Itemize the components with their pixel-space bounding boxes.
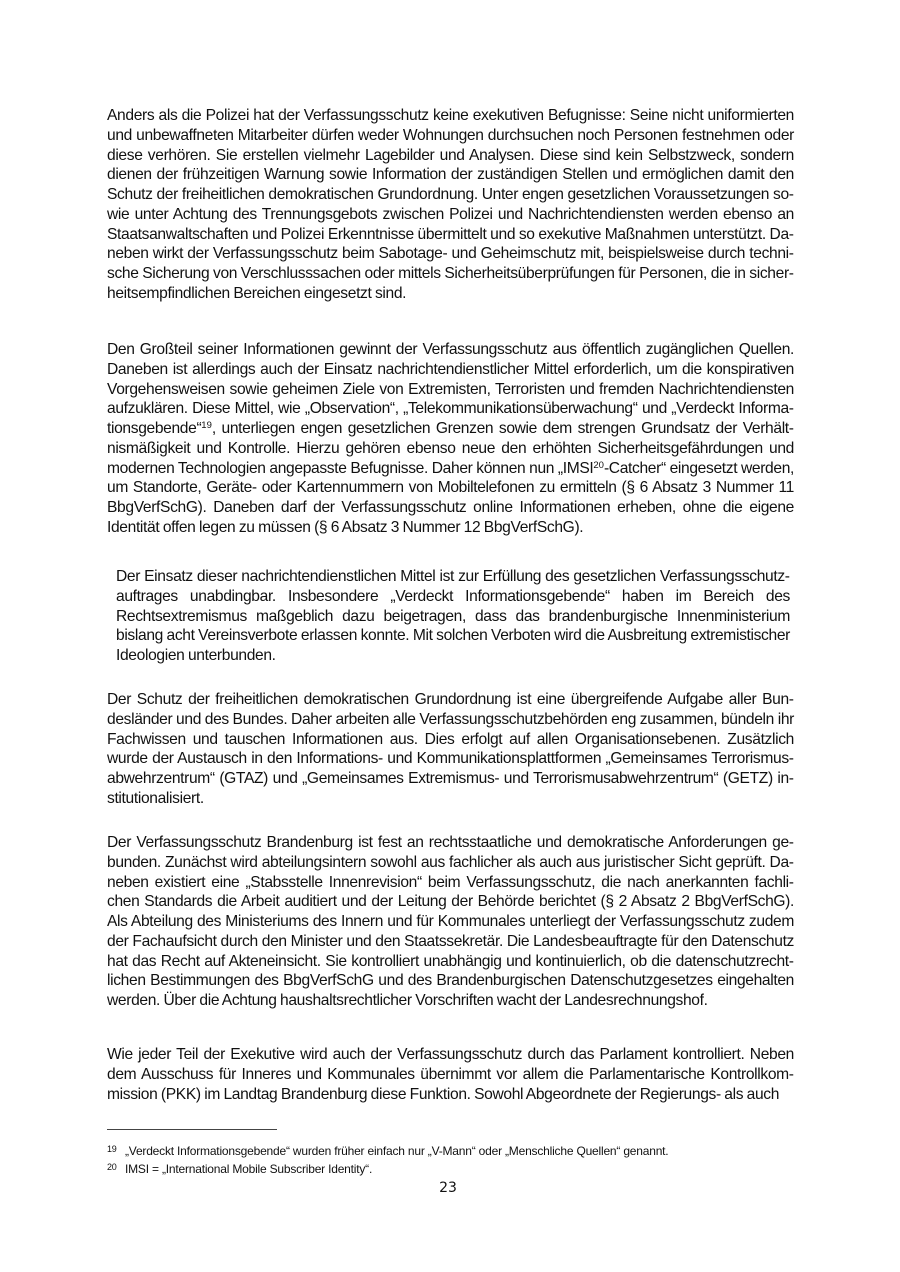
body-paragraph-1: Anders als die Polizei hat der Verfassungsschutz keine exekutiven Befugnisse: Seine nicht uniformierten und unbewaffneten Mitarbeiter dürfen weder Wohnungen durchsuchen noch Personen festnehmen oder diese verhören. Sie erstellen vielmehr Lagebilder und Analysen. Diese sind kein Selbstzweck, sondern dienen der frühzeitigen Warnung sowie Information der zuständigen Stellen und ermöglichen damit den Schutz der freiheitlichen demokratischen Grundordnung. Unter engen gesetzlichen Voraussetzungen sowie unter Achtung des Trennungsgebots zwischen Polizei und Nachrichtendiensten werden ebenso an Staatsanwaltschaften und Polizei Erkenntnisse übermittelt und so exekutive Maßnahmen unterstützt. Daneben wirkt der Verfassungsschutz beim Sabotage- und Geheimschutz mit, beispielsweise durch technische Sicherung von Verschlusssachen oder mittels Sicherheitsüberprüfungen für Personen, die in sicherheitsempfindlichen Bereichen eingesetzt sind.: [107, 107, 794, 302]
body-paragraph-2: [107, 340, 794, 538]
footnote-20: [107, 1160, 807, 1177]
paragraph-2-text-part-1: Den Großteil seiner Informationen gewinnt der Verfassungsschutz aus öffentlich zugänglichen Quellen. Daneben ist allerdings auch der Einsatz nachrichtendienstlicher Mittel erforderlich, um die konspirativen Vorgehensweisen sowie geheimen Ziele von Extremisten, Terroristen und fremden Nachrichtendiensten aufzuklären. Diese Mittel, wie „Observation“, „Telekommunikationsüberwachung“ und „Verdeckt Informationsgebende“: [107, 341, 794, 437]
body-paragraph-5: Der Verfassungsschutz Brandenburg ist fest an rechtsstaatliche und demokratische Anforderungen gebunden. Zunächst wird abteilungsintern sowohl aus fachlicher als auch aus juristischer Sicht geprüft. Daneben existiert eine „Stabsstelle Innenrevision“ beim Verfassungsschutz, die nach anerkannten fachlichen Standards die Arbeit auditiert und der Leitung der Behörde berichtet (§ 2 Absatz 2 BbgVerfSchG). Als Abteilung des Ministeriums des Innern und für Kommunales unterliegt der Verfassungsschutz zudem der Fachaufsicht durch den Minister und den Staatssekretär. Die Landesbeauftragte für den Datenschutz hat das Recht auf Akteneinsicht. Sie kontrolliert unabhängig und kontinuierlich, ob die datenschutzrechtlichen Bestimmungen des BbgVerfSchG und des Brandenburgischen Datenschutzgesetzes eingehalten werden. Über die Achtung haushaltsrechtlicher Vorschriften wacht der Landesrechnungshof.: [107, 834, 794, 1009]
body-paragraph-6: Wie jeder Teil der Exekutive wird auch der Verfassungsschutz durch das Parlament kontrolliert. Neben dem Ausschuss für Inneres und Kommunales übernimmt vor allem die Parlamentarische Kontrollkommission (PKK) im Landtag Brandenburg diese Funktion. Sowohl Abgeordnete der Regierungs- als auch: [107, 1046, 794, 1103]
page-number: 23: [439, 1180, 457, 1196]
footnote-text: IMSI = „International Mobile Subscriber Identity“.: [125, 1162, 373, 1176]
footnote-number: 20: [107, 1162, 117, 1172]
body-paragraph-3: Der Einsatz dieser nachrichtendienstlichen Mittel ist zur Erfüllung des gesetzlichen Verfassungsschutzauftrages unabdingbar. Insbesondere „Verdeckt Informationsgebende“ haben im Bereich des Rechtsextremismus maßgeblich dazu beigetragen, dass das brandenburgische Innenministerium bislang acht Vereinsverbote erlassen konnte. Mit solchen Verboten wird die Ausbreitung extremistischer Ideologien unterbunden.: [116, 568, 790, 664]
footnote-number: 19: [107, 1144, 117, 1154]
footnote-text: „Verdeckt Informationsgebende“ wurden früher einfach nur „V-Mann“ oder „Menschliche Quellen“ genannt.: [125, 1144, 669, 1158]
paragraph-2-text-part-2: , unterliegen engen gesetzlichen Grenzen sowie dem strengen Grundsatz der Verhältnismäßigkeit und Kontrolle. Hierzu gehören ebenso neue den erhöhten Sicherheitsgefährdungen und modernen Technologien angepasste Befugnisse. Daher können nun „IMSI: [107, 420, 794, 477]
footnote-19: [107, 1142, 807, 1159]
footnote-ref-19[interactable]: 19: [201, 420, 212, 431]
paragraph-2-text-part-3: -Catcher“ eingesetzt werden, um Standorte, Geräte- oder Kartennummern von Mobiltelefonen zu ermitteln (§ 6 Absatz 3 Nummer 11 BbgVerfSchG). Daneben darf der Verfassungsschutz online Informationen erheben, ohne die eigene Identität offen legen zu müssen (§ 6 Absatz 3 Nummer 12 BbgVerfSchG).: [107, 459, 794, 536]
footnote-ref-20[interactable]: 20: [593, 459, 604, 471]
footnote-separator: [107, 1129, 277, 1130]
body-paragraph-4: Der Schutz der freiheitlichen demokratischen Grundordnung ist eine übergreifende Aufgabe aller Bundesländer und des Bundes. Daher arbeiten alle Verfassungsschutzbehörden eng zusammen, bündeln ihr Fachwissen und tauschen Informationen aus. Dies erfolgt auf allen Organisationsebenen. Zusätzlich wurde der Austausch in den Informations- und Kommunikationsplattformen „Gemeinsames Terrorismusabwehrzentrum“ (GTAZ) und „Gemeinsames Extremismus- und Terrorismusabwehrzentrum“ (GETZ) institutionalisiert.: [107, 691, 794, 807]
